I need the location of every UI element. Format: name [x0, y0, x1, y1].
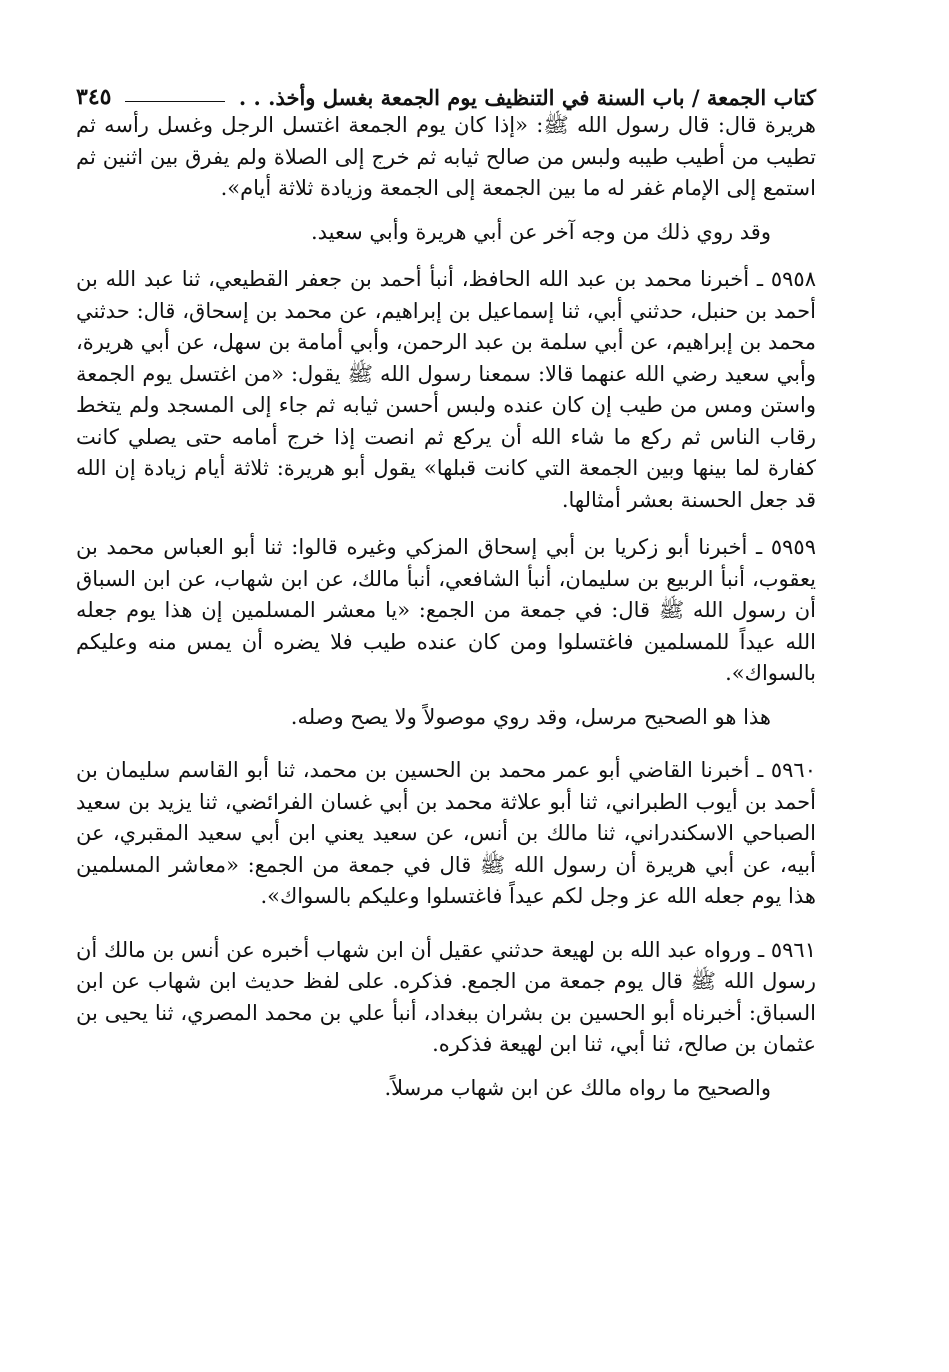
hadith-5961: ٥٩٦١ ـ ورواه عبد الله بن لهيعة حدثني عقيل أن ابن شهاب أخبره عن أنس بن مالك أن رسول الله ﷺ قال يوم جمعة من الجمع. فذكره. على لفظ حديث ابن شهاب عن ابن السباق: أخبرناه أبو الحسين بن بشران ببغداد، أنبأ علي بن محمد المصري، ثنا يحيى بن عثمان بن صالح، ثنا أبي، ثنا ابن لهيعة فذكره.	[76, 937, 816, 1056]
running-header	[76, 70, 816, 110]
header-title: كتاب الجمعة / باب السنة في التنظيف يوم الجمعة بغسل وأخذ. . .	[238, 85, 816, 110]
page-number: ٣٤٥	[76, 84, 112, 110]
header-rule	[125, 101, 224, 102]
paragraph-ruling: هذا هو الصحيح مرسل، وقد روي موصولاً ولا يصح وصله.	[290, 704, 771, 729]
page	[76, 70, 816, 1104]
hadith-5960: ٥٩٦٠ ـ أخبرنا القاضي أبو عمر محمد بن الحسين بن محمد، ثنا أبو القاسم سليمان بن أحمد بن أيوب الطبراني، ثنا أبو علاثة محمد بن أبي غسان الفرائضي، ثنا يزيد بن سعيد الصباحي الاسكندراني، ثنا مالك بن أنس، عن سعيد يعني ابن أبي سعيد المقبري، عن أبيه، عن أبي هريرة أن رسول الله ﷺ قال في جمعة من الجمع: «معاشر المسلمين هذا يوم جعله الله عز وجل لكم عيداً فاغتسلوا وعليكم بالسواك».	[76, 758, 816, 908]
paragraph-continuation: هريرة قال: قال رسول الله ﷺ: «إذا كان يوم الجمعة اغتسل الرجل وغسل رأسه ثم تطيب من أطيب طيبه ولبس من صالح ثيابه ثم خرج إلى الصلاة ولم يفرق بين اثنين ثم استمع إلى الإمام غفر له ما بين الجمعة إلى الجمعة وزيادة ثلاثة أيام».	[76, 113, 816, 200]
hadith-5958: ٥٩٥٨ ـ أخبرنا محمد بن عبد الله الحافظ، أنبأ أحمد بن جعفر القطيعي، ثنا عبد الله بن أحمد بن حنبل، حدثني أبي، ثنا إسماعيل بن إبراهيم، عن محمد بن إسحاق، قال: حدثني محمد بن إبراهيم، عن أبي سلمة بن عبد الرحمن، وأبي أمامة بن سهل، عن أبي هريرة، وأبي سعيد رضي الله عنهما قالا: سمعنا رسول الله ﷺ يقول: «من اغتسل يوم الجمعة واستن ومس من طيب إن كان عنده ولبس أحسن ثيابه ثم جاء إلى المسجد ولم يتخط رقاب الناس ثم ركع ما شاء الله أن يركع ثم انصت إذا خرج أمامه حتى يصلي كانت كفارة لما بينها وبين الجمعة التي كانت قبلها» يقول أبو هريرة: ثلاثة أيام زيادة إن الله قد جعل الحسنة بعشر أمثالها.	[76, 267, 816, 512]
hadith-5959: ٥٩٥٩ ـ أخبرنا أبو زكريا بن أبي إسحاق المزكي وغيره قالوا: ثنا أبو العباس محمد بن يعقوب، أنبأ الربيع بن سليمان، أنبأ الشافعي، أنبأ مالك، عن ابن شهاب، عن ابن السباق أن رسول الله ﷺ قال: في جمعة من الجمع: «يا معشر المسلمين إن هذا يوم جعله الله عيداً للمسلمين فاغتسلوا ومن كان عنده طيب فلا يضره أن يمس منه وعليكم بالسواك».	[76, 535, 816, 685]
paragraph-note: وقد روي ذلك من وجه آخر عن أبي هريرة وأبي سعيد.	[310, 219, 771, 244]
paragraph-conclusion: والصحيح ما رواه مالك عن ابن شهاب مرسلاً.	[384, 1075, 771, 1100]
